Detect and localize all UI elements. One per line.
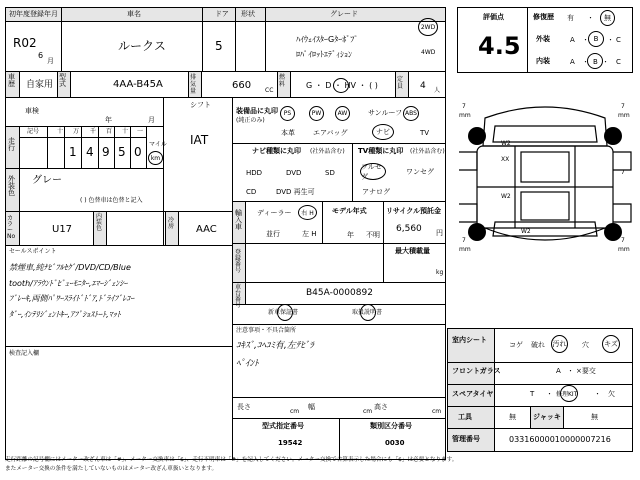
color-label: 外装色 [8,175,15,197]
tv-title: TV種類に丸印 [358,147,404,155]
width-label: 幅 [308,403,315,411]
shift-value: IAT [190,133,209,147]
windshield-replace: ×要交 [576,367,596,375]
color-code-value: U17 [52,224,73,235]
damage-mark: W2 [501,193,511,200]
spare-dot: ・ [546,390,553,398]
shift-label: シフト [190,101,211,109]
interior-seat-label: 室内シート [452,336,487,344]
score-label: 評価点 [483,13,504,21]
door-label: ドア [215,10,229,18]
first-reg-label: 初年度登録年月 [9,10,58,18]
first-reg-value: R02 [13,36,37,50]
reg-no-label: 登録番号 [235,249,242,274]
mileage-digit: 9 [102,145,110,159]
equipment-sub: (純正のみ) [236,117,265,124]
ext-dot: ・ [582,36,589,44]
digit-head: 十 [57,128,64,135]
notes-line: ｺｷｽﾞ,ｺﾍｺﾐ有,左ﾃﾋﾞﾗ [236,341,314,351]
equip-ps: PS [280,106,295,121]
inspector-label: 検査記入欄 [9,350,40,357]
ac-value: AAC [196,224,217,235]
control-label: 管理番号 [452,435,480,443]
grade-line2: ﾛﾊﾟｲﾛｯﾄｴﾃﾞｨｼｮﾝ [296,50,352,59]
chassis-label: 車台番号 [235,284,242,309]
nav-hdd: HDD [246,169,263,177]
spare-dot2: ・ [594,390,601,398]
max-load-label: 最大積載量 [395,247,430,255]
ac-label: 冷房 [168,217,175,230]
tv-analog: アナログ [362,188,390,196]
equip-sunroof: サンルーフ [368,109,403,117]
height-label: 高さ [374,403,388,411]
sales-point-line: 禁煙車,純ﾅﾋﾞﾌﾙｾｸﾞ/DVD/CD/Blue [9,263,131,272]
mileage-digit: 1 [69,145,77,159]
spare-t: T [530,390,535,398]
nav-dvd: DVD [286,169,302,177]
windshield-a: A [556,367,561,375]
sales-point-line: ﾀﾞｰ,ｲﾝﾃﾘｼﾞｪﾝﾄｷｰ,ｱﾌﾟｼｮｽﾄｰﾄ,ﾏｯﾄ [9,310,121,319]
mileage-digit: 4 [86,145,94,159]
nav-sd: SD [325,169,335,177]
int-dot: ・ [582,58,589,66]
length-label: 長さ [237,403,251,411]
recycle-unit: 円 [436,229,443,237]
grade-line1: ﾊｲｳｪｲｽﾀｰGﾀｰﾎﾞﾌﾟ [296,35,359,44]
capacity-value: 4 [420,81,426,91]
damage-mark: XX [501,156,510,163]
model-value: 4AA-B45A [113,79,163,90]
tools-value: 無 [509,413,516,421]
int-c-circle [587,53,603,69]
spare-label: スペアタイヤ [452,390,494,398]
digit-head: 万 [73,128,80,135]
spare-missing: 欠 [608,390,615,398]
mm-label: 7 [621,237,625,244]
handle-left: 左 H [302,230,317,238]
model-year-label: モデル年式 [332,207,367,215]
mm-unit: mm [618,246,630,253]
type-spec-label: 型式指定番号 [262,422,304,430]
mm-unit: mm [459,246,471,253]
control-value: 03316000010000007216 [509,435,611,444]
capacity-unit: 人 [434,87,441,94]
digit-head: 十 [122,128,129,135]
equip-aw: AW [335,106,350,121]
windshield-label: フロントガラス [452,367,501,375]
fuel-hv-circle [333,78,349,93]
mileage-digit: 0 [134,145,142,159]
seat-stain-circle: 汚れ [551,335,568,353]
month-unit: 月 [47,57,54,65]
doors-value: 5 [215,39,223,53]
new-car-warranty: 新車保証書 [268,309,299,316]
mileage-label: 走行 [8,137,15,152]
sales-points-label: セールスポイント [9,248,57,255]
seat-tear: 破れ [531,341,545,349]
owner-manual: 取扱説明書 [352,309,383,316]
equip-leather: 本革 [281,129,295,137]
import-label: 輸入車 [235,209,242,231]
exterior-label: 外装 [536,35,550,43]
int-b: B [593,58,598,66]
damage-mark: W2 [501,140,511,147]
jack-value: 無 [591,413,598,421]
fuel-options: G ・ D ・ HV ・ ( ) [306,81,378,90]
first-reg-month: 6 [38,51,44,60]
mm-unit: mm [459,112,471,119]
digit-symbol-label: 記号 [27,128,40,135]
sales-point-line: ﾌﾞﾚｰｷ,両側ﾊﾟﾜｰｽﾗｲﾄﾞﾄﾞｱ,ﾄﾞﾗｲﾌﾞﾚｺｰ [9,294,135,303]
nav-title: ナビ種類に丸印 [252,147,301,155]
car-damage-diagram [455,96,635,260]
displacement-value: 660 [232,80,252,91]
class-value: 0030 [385,439,405,447]
height-unit: cm [432,408,442,415]
grade-label: グレード [330,10,358,18]
width-unit: cm [363,408,373,415]
inspection-label: 車検 [25,107,39,115]
drive-4wd: 4WD [421,49,436,56]
seat-scratch-circle: キズ [602,335,620,353]
model-year-value: 不明 [366,231,380,239]
color-code-label: カラー No [7,215,16,240]
length-unit: cm [290,408,300,415]
equip-navi: ナビ [372,124,394,140]
mm-label: 7 [462,103,466,110]
mileage-digit: 5 [118,145,126,159]
mileage-unit-mile: マイル [149,141,167,148]
displacement-label: 排気量 [190,74,197,96]
mm-label: 7 [621,169,625,176]
handle-right-circle: 右 H [298,205,317,220]
category-value: 自家用 [26,80,54,90]
equip-airbag: エアバッグ [313,129,348,137]
nav-dvd-play: DVD 再生可 [276,188,315,196]
spare-kit: 修理KIT [556,391,578,398]
mileage-km-circle: km [148,151,163,165]
inspection-month: 月 [148,116,155,124]
mm-unit: mm [618,112,630,119]
notes-line: ﾍﾟｲﾝﾄ [236,359,259,369]
footer-line1: 走行距離の記号欄にはメーター改ざん車は「#」、メーター交換車は「$」、走行不明車は「#」を記入してください。メーター交換で合算表示した場合にも「$」は必要となります。 [5,457,458,463]
ext-b-circle: B [588,31,604,47]
import-parallel: 並行 [266,230,280,238]
mm-label: 7 [621,103,625,110]
tv-fullseg: フルセグ [360,163,386,180]
jack-label: ジャッキ [533,413,561,421]
digit-head: 百 [106,128,113,135]
fuel-label: 燃料 [279,74,286,89]
equip-abs: ABS [403,106,419,121]
class-label: 類別区分番号 [370,422,412,430]
repair-dot: ・ [587,14,594,22]
category-label: 車歴 [8,73,15,88]
digit-head: 一 [137,128,144,135]
equip-pw: PW [309,106,324,121]
ext-dot2: ・ [607,36,614,44]
chassis-value: B45A-0000892 [306,288,373,298]
digit-head: 千 [90,128,97,135]
recycle-label: リサイクル預託金 [386,207,442,215]
type-spec-value: 19542 [278,439,303,447]
seat-burn: コゲ [509,341,523,349]
seat-hole: 穴 [582,341,589,349]
max-load-unit: kg [436,269,444,276]
model-label: 型式 [59,73,66,88]
repair-label: 修復歴 [533,13,554,21]
notes-label: 注意事項・不具合箇所 [236,327,297,334]
equip-tv: TV [420,129,430,137]
inspection-year: 年 [105,116,112,124]
color-value: グレー [32,175,62,186]
capacity-label: 定員 [397,76,404,91]
car-name-label: 車名 [127,10,141,18]
windshield-dot: ・ [567,367,574,375]
sales-point-line: tooth/ｱﾗｳﾝﾄﾞﾋﾞｭｰﾓﾆﾀｰ,ｴﾏｰｼﾞｪﾝｼｰ [9,279,128,288]
model-year-unit: 年 [347,231,354,239]
repair-no-circle: 無 [600,10,615,26]
import-dealer: ディーラー [257,209,292,217]
mm-label: 7 [462,237,466,244]
displacement-unit: CC [265,87,274,94]
ext-a: A [570,36,575,44]
ext-c: C [616,36,621,44]
footer-line2: またメーター交換の条件を満たしていないものはメーター改ざん車扱いとなります。 [5,466,218,472]
score-value: 4.5 [478,32,521,60]
int-a: A [570,58,575,66]
car-name-value: ルークス [118,39,166,53]
damage-mark: W2 [521,228,531,235]
interior-label: 内装 [536,57,550,65]
drive-2wd-circle: 2WD [418,18,438,36]
color-note: ( ) 色替車は色替と記入 [80,197,143,204]
equipment-title: 装備品に丸印 [236,107,278,115]
tools-label: 工具 [458,413,472,421]
interior-color-label: 内装色 [96,213,103,232]
int-dot2: ・ [602,58,609,66]
nav-cd: CD [246,188,257,196]
tv-sub: (社外品含む) [410,148,445,155]
tv-oneseg: ワンセグ [406,168,434,176]
nav-sub: (社外品含む) [310,148,345,155]
int-c: C [616,58,621,66]
repair-yes: 有 [567,14,574,22]
recycle-value: 6,560 [396,224,422,234]
shape-label: 形状 [241,10,255,18]
